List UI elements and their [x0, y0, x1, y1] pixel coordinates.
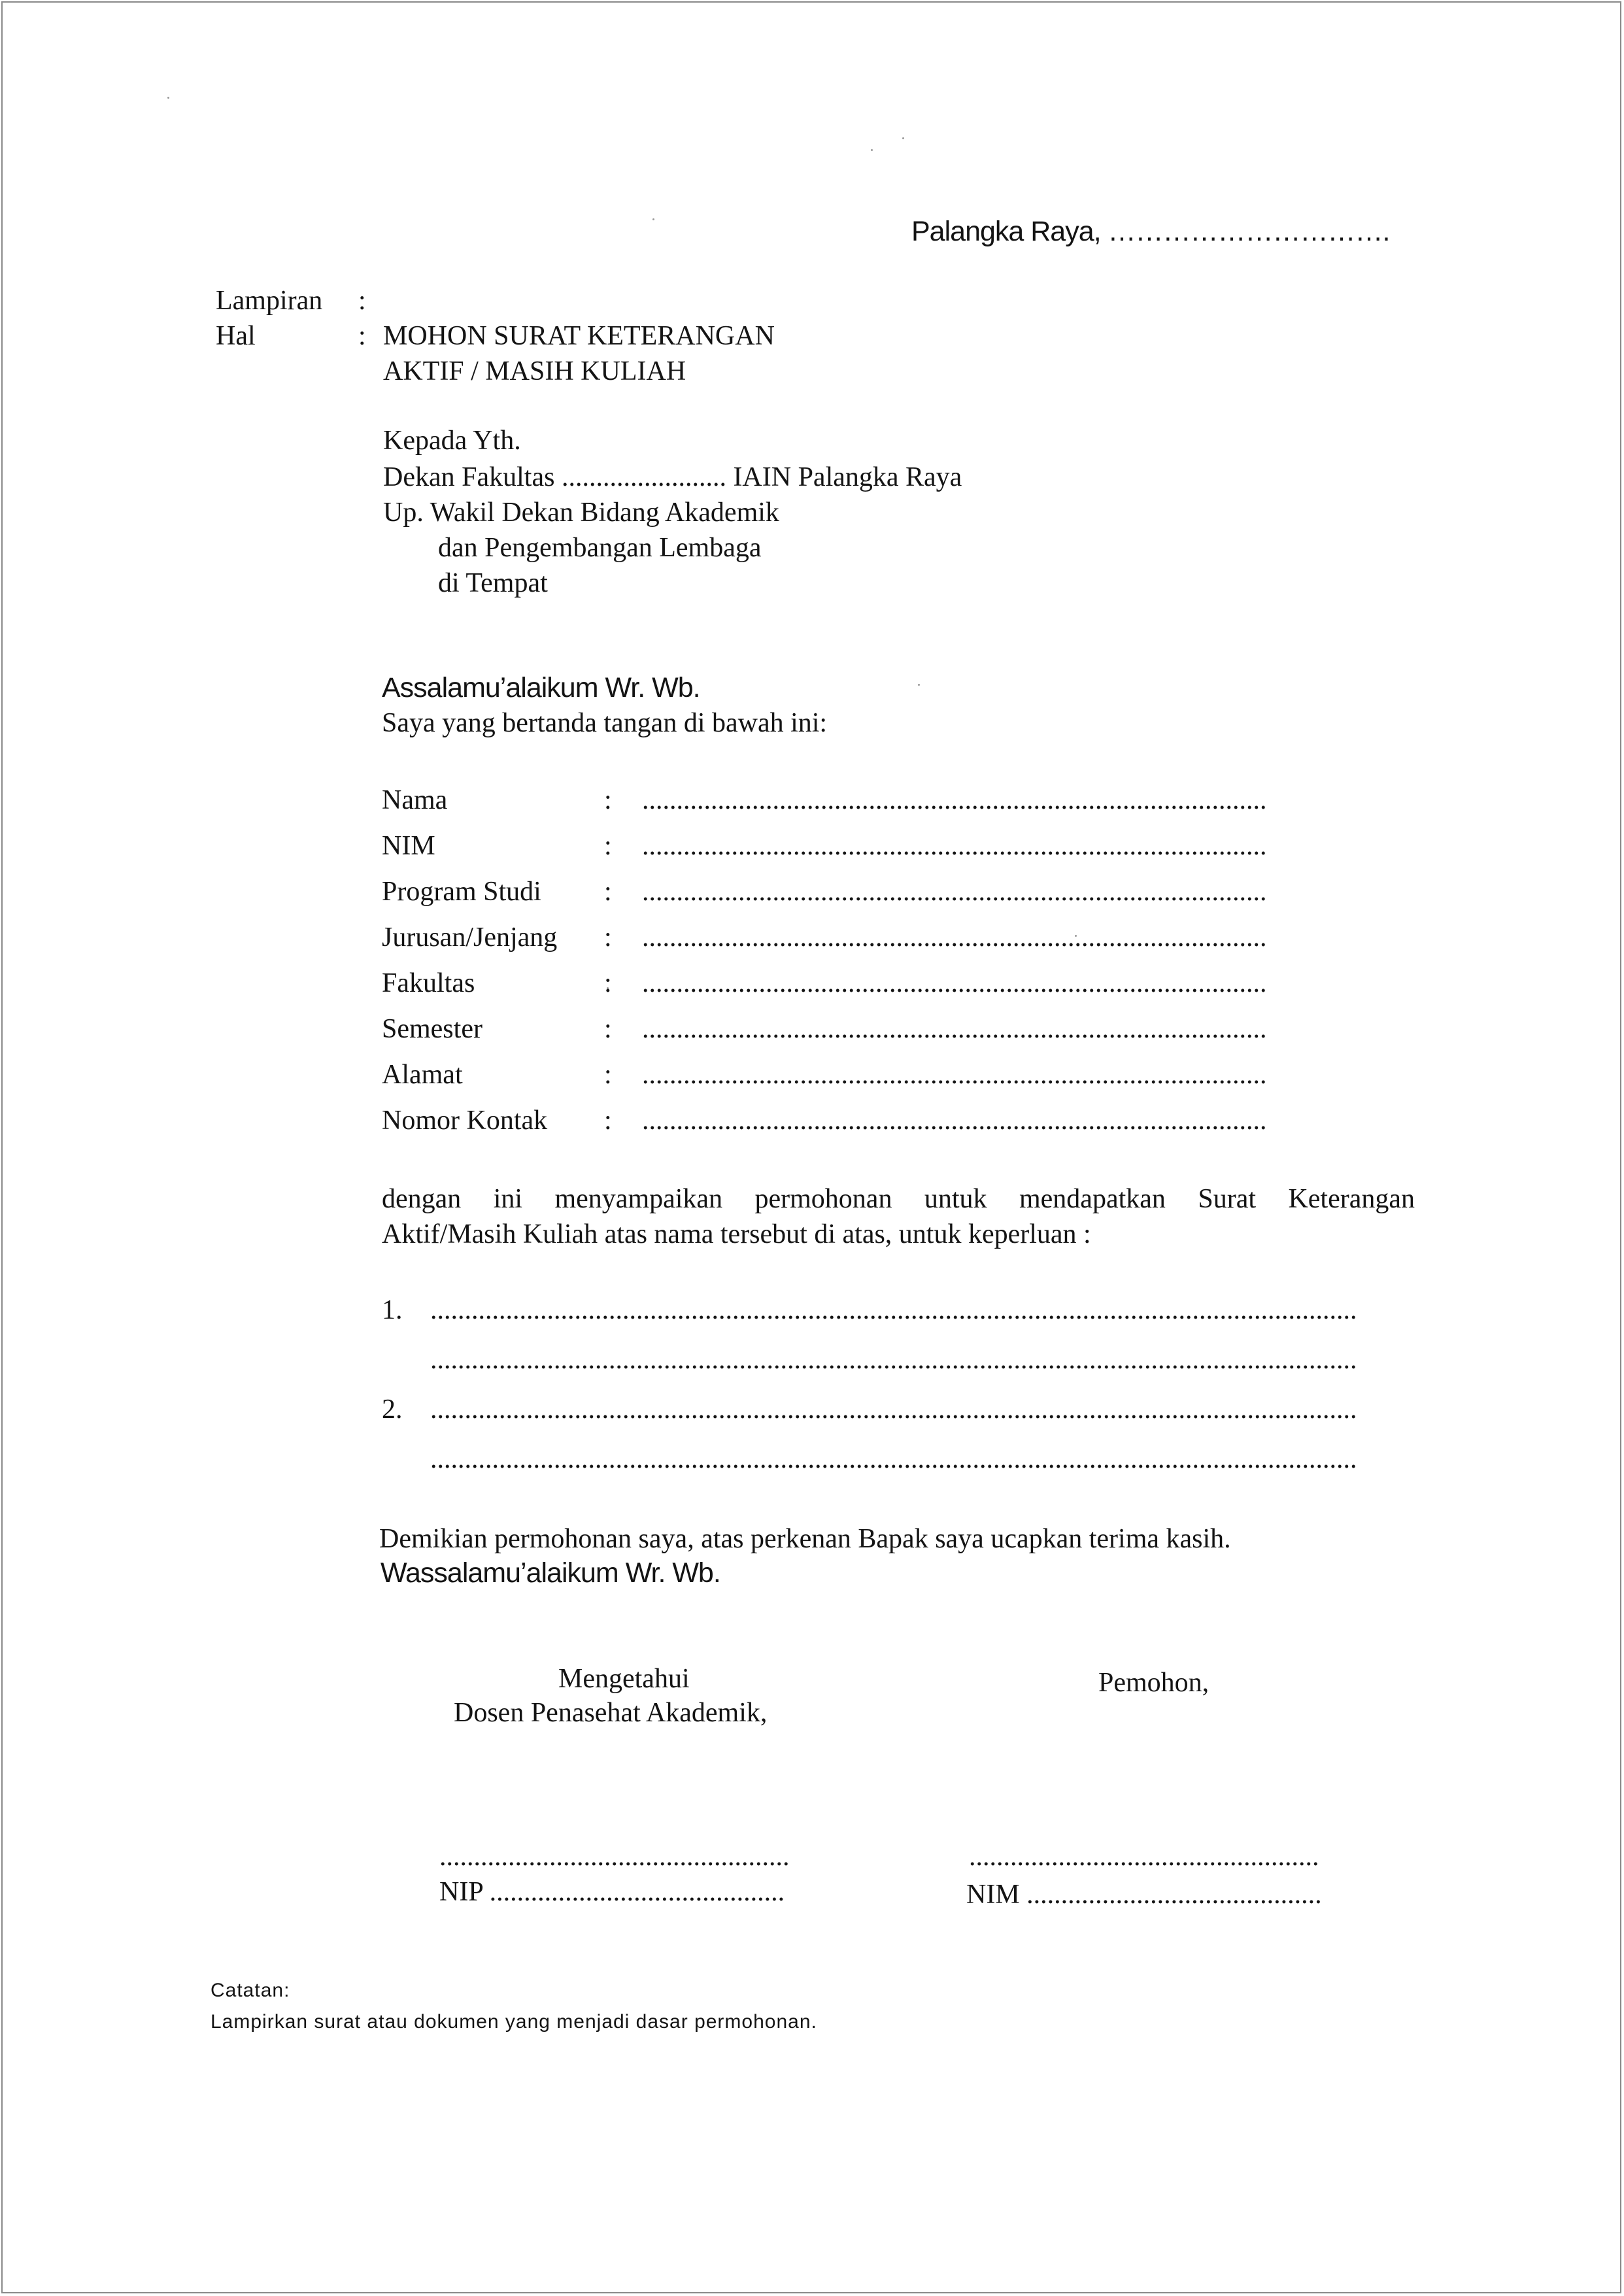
scan-speck — [652, 218, 654, 220]
field-value-dots: ........................................................................................... — [642, 1014, 1267, 1044]
sig-left-title2: Dosen Penasehat Akademik, — [454, 1698, 768, 1728]
field-colon: : — [604, 1014, 612, 1044]
recipient-line5: di Tempat — [438, 568, 548, 598]
farewell: Wassalamu’alaikum Wr. Wb. — [381, 1557, 720, 1589]
body-line2: Aktif/Masih Kuliah atas nama tersebut di atas, untuk keperluan : — [382, 1219, 1091, 1249]
hal-label: Hal — [216, 321, 256, 351]
scan-speck — [918, 684, 920, 686]
hal-subject-line2: AKTIF / MASIH KULIAH — [383, 356, 686, 386]
field-row-nim — [382, 830, 435, 862]
purpose-number: 2. — [382, 1394, 403, 1425]
field-colon: : — [604, 785, 612, 815]
body-line1: dengan ini menyampaikan permohonan untuk mendapatkan Surat Keterangan — [382, 1184, 1415, 1214]
sig-right-name-line: ................................................... — [969, 1842, 1319, 1872]
field-colon: : — [604, 922, 612, 953]
scan-speck — [902, 137, 904, 139]
sig-right-nim: NIM ........................................... — [966, 1880, 1322, 1910]
field-value-dots: ........................................................................................... — [642, 968, 1267, 998]
scan-speck — [871, 149, 873, 151]
field-label: Program Studi — [382, 877, 541, 907]
field-label: Nama — [382, 785, 448, 815]
purpose-line: ....................................................................................................................................... — [430, 1295, 1357, 1325]
recipient-line1: Kepada Yth. — [383, 426, 521, 456]
field-colon: : — [604, 968, 612, 998]
closing-text: Demikian permohonan saya, atas perkenan Bapak saya ucapkan terima kasih. — [379, 1524, 1231, 1554]
field-row-jurusan — [382, 922, 557, 953]
field-row-program-studi — [382, 876, 541, 907]
intro-text: Saya yang bertanda tangan di bawah ini: — [382, 708, 828, 738]
field-value-dots: ........................................................................................... — [642, 785, 1267, 815]
lampiran-colon: : — [358, 286, 366, 316]
scan-speck — [167, 97, 169, 99]
field-row-nomor-kontak — [382, 1105, 547, 1136]
field-colon: : — [604, 1106, 612, 1136]
hal-subject-line1: MOHON SURAT KETERANGAN — [383, 321, 775, 351]
field-label: Fakultas — [382, 968, 475, 998]
field-value-dots: ........................................................................................... — [642, 922, 1267, 953]
sig-left-nip: NIP ........................................... — [439, 1877, 785, 1907]
field-colon: : — [604, 877, 612, 907]
field-row-alamat — [382, 1059, 463, 1090]
field-value-dots: ........................................................................................... — [642, 1106, 1267, 1136]
recipient-line2: Dekan Fakultas ........................ IAIN Palangka Raya — [383, 462, 962, 492]
note-text: Lampirkan surat atau dokumen yang menjadi dasar permohonan. — [211, 2011, 817, 2033]
purpose-line: ....................................................................................................................................... — [430, 1444, 1357, 1474]
sig-right-title: Pemohon, — [1098, 1668, 1210, 1698]
field-label: Jurusan/Jenjang — [382, 922, 558, 953]
field-label: NIM — [382, 831, 435, 861]
place-date: Palangka Raya, …………………………. — [911, 216, 1390, 247]
field-colon: : — [604, 831, 612, 861]
field-label: Semester — [382, 1014, 482, 1044]
field-value-dots: ........................................................................................... — [642, 877, 1267, 907]
sig-left-name-line: ................................................... — [439, 1842, 790, 1872]
field-value-dots: ........................................................................................... — [642, 831, 1267, 861]
recipient-line3: Up. Wakil Dekan Bidang Akademik — [383, 498, 779, 528]
greeting: Assalamu’alaikum Wr. Wb. — [382, 672, 700, 703]
hal-colon: : — [358, 321, 366, 351]
field-row-fakultas — [382, 968, 475, 999]
field-row-nama — [382, 785, 447, 816]
field-row-semester — [382, 1013, 482, 1045]
note-title: Catatan: — [211, 1980, 290, 2001]
purpose-line: ....................................................................................................................................... — [430, 1394, 1357, 1425]
purpose-line: ....................................................................................................................................... — [430, 1345, 1357, 1375]
field-colon: : — [604, 1060, 612, 1090]
field-value-dots: ........................................................................................... — [642, 1060, 1267, 1090]
letter-page — [1, 1, 1621, 2293]
purpose-number: 1. — [382, 1295, 403, 1325]
field-label: Alamat — [382, 1060, 463, 1090]
recipient-line4: dan Pengembangan Lembaga — [438, 533, 762, 563]
sig-left-title1: Mengetahui — [558, 1664, 690, 1694]
field-label: Nomor Kontak — [382, 1106, 548, 1136]
lampiran-label: Lampiran — [216, 286, 323, 316]
